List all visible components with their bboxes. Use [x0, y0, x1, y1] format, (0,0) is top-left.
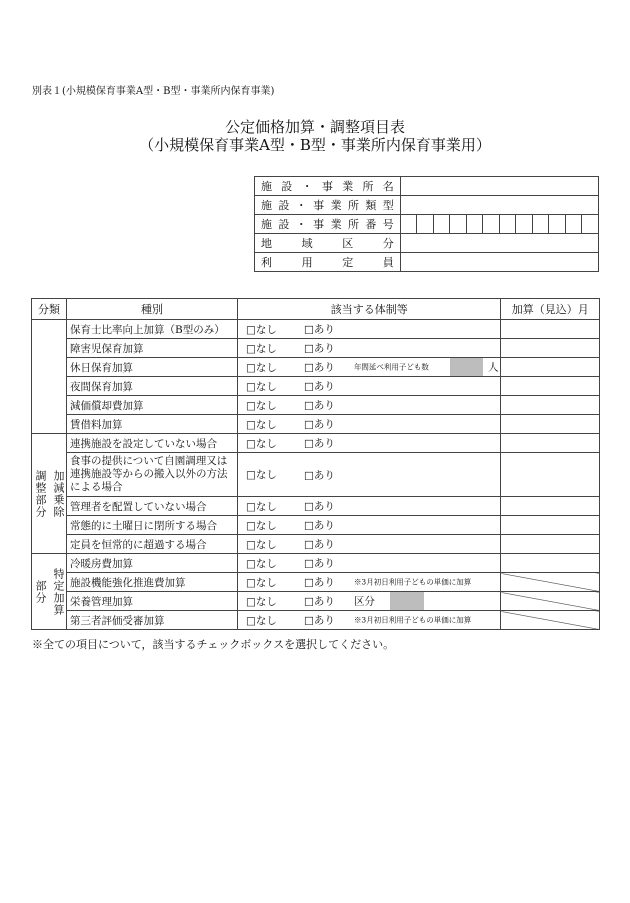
checkbox-yes[interactable]: □あり [303, 519, 335, 532]
holiday-children-note: 年間延べ利用子ども数 [353, 362, 429, 372]
label-char: 号 [382, 218, 394, 231]
page-title: 公定価格加算・調整項目表 [224, 118, 405, 136]
label-facility-type [255, 196, 401, 215]
label-char: 所 [347, 218, 359, 231]
checkbox-none[interactable]: □なし [245, 361, 277, 374]
addition-month-cell-disabled [501, 611, 600, 630]
checkbox-none[interactable]: □なし [245, 614, 277, 627]
addition-month-cell[interactable] [501, 320, 600, 339]
info-row-name [255, 177, 599, 196]
checkbox-yes[interactable]: □あり [303, 418, 335, 431]
checkbox-none[interactable]: □なし [245, 380, 277, 393]
label-char: 分 [382, 237, 394, 250]
label-char: 地 [261, 237, 272, 250]
category-cell-adjustment [32, 434, 67, 554]
item-label: 夜間保育加算 [67, 377, 238, 396]
addition-month-cell[interactable] [501, 415, 600, 434]
item-label: 賃借料加算 [67, 415, 238, 434]
label-char: 所 [347, 199, 359, 212]
table-row [32, 535, 600, 554]
item-label: 冷暖房費加算 [67, 554, 238, 573]
label-char: 事 [313, 218, 325, 231]
status-options [237, 573, 501, 592]
label-char: 業 [342, 180, 354, 193]
label-char: ・ [295, 218, 307, 231]
item-label: 障害児保育加算 [67, 339, 238, 358]
table-row [32, 611, 600, 630]
checkbox-yes[interactable]: □あり [303, 323, 335, 336]
checkbox-none[interactable]: □なし [245, 576, 277, 589]
addition-month-cell[interactable] [501, 339, 600, 358]
label-char: 区 [342, 237, 354, 250]
addition-month-cell[interactable] [501, 554, 600, 573]
label-char: 事 [313, 199, 325, 212]
checkbox-yes[interactable]: □あり [303, 342, 335, 355]
item-label: 食事の提供について自園調理又は連携施設等からの搬入以外の方法による場合 [67, 453, 238, 497]
field-capacity[interactable] [400, 253, 598, 272]
status-options [237, 535, 501, 554]
addition-month-cell[interactable] [501, 377, 600, 396]
checkbox-none[interactable]: □なし [245, 500, 277, 513]
category-label-part: 部分 [34, 579, 47, 604]
label-char: 用 [301, 256, 313, 269]
page-subtitle: （小規模保育事業A型・B型・事業所内保育事業用） [139, 136, 491, 154]
label-char: 型 [382, 199, 394, 212]
addition-month-cell-disabled [501, 573, 600, 592]
addition-month-cell[interactable] [501, 358, 600, 377]
table-row [32, 434, 600, 453]
item-label: 保育士比率向上加算（B型のみ） [67, 320, 238, 339]
facility-info-table [254, 176, 599, 272]
header-addition: 加算（見込）月 [501, 299, 600, 320]
table-row [32, 497, 600, 516]
checkbox-none[interactable]: □なし [245, 399, 277, 412]
label-char: 定 [342, 256, 354, 269]
table-row [32, 573, 600, 592]
label-char: 施 [261, 199, 272, 212]
checkbox-yes[interactable]: □あり [303, 557, 335, 570]
table-row [32, 377, 600, 396]
item-label: 休日保育加算 [67, 358, 238, 377]
document-reference: 別表１(小規模保育事業A型・B型・事業所内保育事業) [32, 86, 275, 97]
addition-month-cell[interactable] [501, 497, 600, 516]
march-note: ※3月初日利用子どもの単価に加算 [353, 577, 472, 587]
table-row [32, 554, 600, 573]
category-label-arith: 加減乗除 [52, 469, 65, 518]
info-row-type [255, 196, 599, 215]
category-label-specific: 特定加算 [52, 567, 65, 616]
label-char: 設 [278, 218, 290, 231]
table-row [32, 320, 600, 339]
header-category: 分類 [32, 299, 67, 320]
label-char: ・ [295, 199, 307, 212]
label-char: 施 [261, 180, 272, 193]
label-char: 施 [261, 218, 272, 231]
label-char: 利 [261, 256, 272, 269]
item-label: 施設機能強化推進費加算 [67, 573, 238, 592]
item-label: 栄養管理加算 [67, 592, 238, 611]
addition-month-cell[interactable] [501, 535, 600, 554]
march-note: ※3月初日利用子どもの単価に加算 [353, 615, 472, 625]
category-cell-basic [32, 320, 67, 434]
table-header-row [32, 299, 600, 320]
checkbox-yes[interactable]: □あり [303, 595, 335, 608]
info-row-region [255, 234, 599, 253]
field-facility-name[interactable] [400, 177, 598, 196]
addition-month-cell[interactable] [501, 516, 600, 535]
field-facility-number[interactable] [400, 215, 598, 234]
footer-note: ※全ての項目について，該当するチェックボックスを選択してください。 [32, 638, 395, 651]
kubun-input[interactable] [390, 592, 424, 610]
checkbox-none[interactable]: □なし [245, 538, 277, 551]
table-row [32, 396, 600, 415]
status-options [237, 358, 501, 377]
label-facility-name [255, 177, 401, 196]
checkbox-none[interactable]: □なし [245, 418, 277, 431]
addition-month-cell[interactable] [501, 453, 600, 497]
table-row [32, 453, 600, 497]
addition-month-cell-disabled [501, 592, 600, 611]
checkbox-yes[interactable]: □あり [303, 380, 335, 393]
addition-month-cell[interactable] [501, 396, 600, 415]
checkbox-none[interactable]: □なし [245, 469, 277, 481]
item-label: 減価償却費加算 [67, 396, 238, 415]
category-label-adjustment: 調整部分 [34, 469, 47, 518]
status-options [237, 434, 501, 453]
status-options [237, 320, 501, 339]
status-options [237, 396, 501, 415]
category-cell-specific [32, 554, 67, 630]
item-label: 連携施設を設定していない場合 [67, 434, 238, 453]
table-row [32, 358, 600, 377]
label-char: ・ [301, 180, 313, 193]
checkbox-yes[interactable]: □あり [303, 538, 335, 551]
status-options [237, 497, 501, 516]
kubun-label: 区分 [353, 595, 375, 608]
info-row-capacity [255, 253, 599, 272]
checkbox-yes[interactable]: □あり [303, 614, 335, 627]
label-char: 設 [281, 180, 293, 193]
header-type: 種別 [67, 299, 238, 320]
status-options [237, 453, 501, 497]
label-char: 名 [382, 180, 394, 193]
table-row [32, 415, 600, 434]
label-char: 業 [330, 218, 342, 231]
item-label: 第三者評価受審加算 [67, 611, 238, 630]
label-char: 事 [321, 180, 333, 193]
status-options [237, 554, 501, 573]
label-char: 業 [330, 199, 342, 212]
label-char: 類 [365, 199, 377, 212]
item-label: 常態的に土曜日に閉所する場合 [67, 516, 238, 535]
checkbox-none[interactable]: □なし [245, 323, 277, 336]
status-options [237, 415, 501, 434]
label-char: 員 [382, 256, 394, 269]
info-row-number [255, 215, 599, 234]
item-label: 定員を恒常的に超過する場合 [67, 535, 238, 554]
table-row [32, 339, 600, 358]
checkbox-yes[interactable]: □あり [303, 576, 335, 589]
label-char: 番 [365, 218, 377, 231]
checkbox-yes[interactable]: □あり [303, 437, 335, 450]
label-char: 設 [278, 199, 290, 212]
field-region[interactable] [400, 234, 598, 253]
status-options [237, 339, 501, 358]
table-row [32, 592, 600, 611]
checkbox-none[interactable]: □なし [245, 557, 277, 570]
checkbox-yes[interactable]: □あり [303, 469, 335, 481]
adjustment-items-table [31, 298, 600, 630]
label-char: 域 [301, 237, 313, 250]
status-options [237, 611, 501, 630]
checkbox-none[interactable]: □なし [245, 342, 277, 355]
label-char: 所 [362, 180, 374, 193]
field-facility-type[interactable] [400, 196, 598, 215]
table-row [32, 516, 600, 535]
checkbox-yes[interactable]: □あり [303, 399, 335, 412]
holiday-children-unit: 人 [487, 361, 499, 374]
holiday-children-input[interactable] [450, 358, 483, 376]
checkbox-yes[interactable]: □あり [303, 500, 335, 513]
label-region [255, 234, 401, 253]
status-options [237, 592, 501, 611]
addition-month-cell[interactable] [501, 434, 600, 453]
header-status: 該当する体制等 [237, 299, 501, 320]
checkbox-none[interactable]: □なし [245, 437, 277, 450]
checkbox-none[interactable]: □なし [245, 595, 277, 608]
checkbox-none[interactable]: □なし [245, 519, 277, 532]
status-options [237, 377, 501, 396]
checkbox-yes[interactable]: □あり [303, 361, 335, 374]
label-facility-number [255, 215, 401, 234]
item-label: 管理者を配置していない場合 [67, 497, 238, 516]
label-capacity [255, 253, 401, 272]
status-options [237, 516, 501, 535]
